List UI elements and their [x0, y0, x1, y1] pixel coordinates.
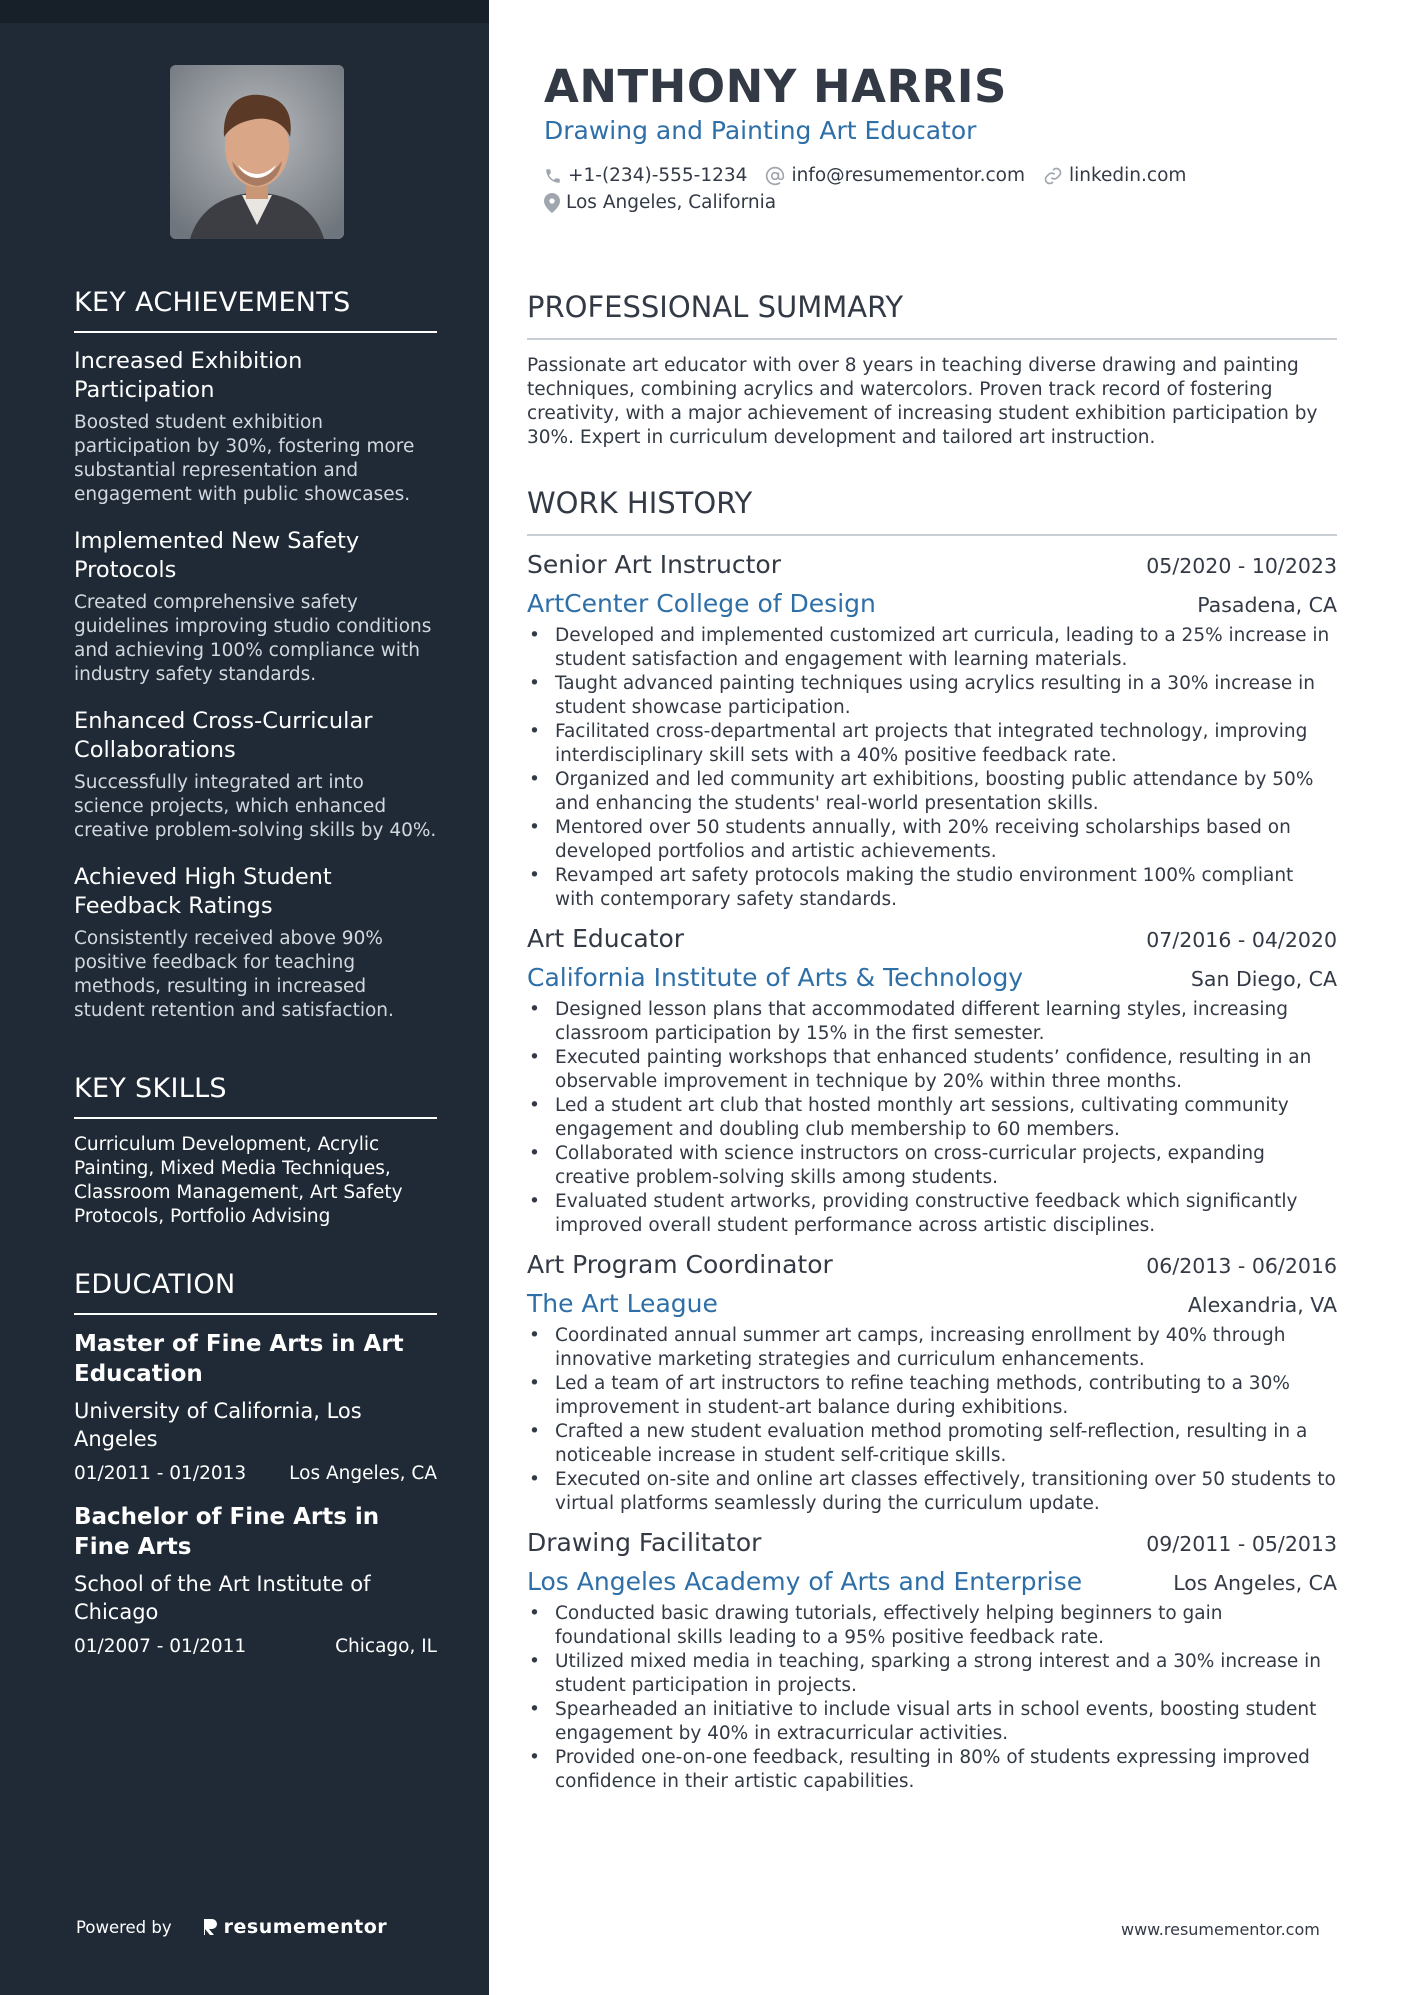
- phone-icon: [544, 167, 562, 185]
- job-location: Alexandria, VA: [1187, 1293, 1337, 1317]
- achievements-section: [74, 287, 437, 1043]
- brand-name: resumementor: [223, 1916, 388, 1938]
- education-degree: Master of Fine Arts in Art Education: [74, 1331, 404, 1387]
- achievement-desc: Boosted student exhibition participation by 30%, fostering more substantial representation and engagement with public showcases.: [74, 412, 415, 505]
- education-location: Los Angeles, CA: [289, 1463, 437, 1484]
- job-location: Los Angeles, CA: [1173, 1571, 1337, 1595]
- phone-text: +1-(234)-555-1234: [568, 165, 748, 186]
- achievement-desc: Consistently received above 90% positive feedback for teaching methods, resulting in increased student retention and satisfaction.: [74, 928, 394, 1021]
- sidebar: [0, 0, 489, 1995]
- job-entry: [527, 924, 1337, 1238]
- job-bullet: • Facilitated cross-departmental art projects that integrated technology, improving interdisciplinary skill sets with a 40% positive feedback rate.: [527, 720, 1337, 768]
- job-bullet: • Led a team of art instructors to refine teaching methods, contributing to a 30% improvement in student-art balance during exhibitions.: [527, 1372, 1337, 1420]
- job-company: California Institute of Arts & Technology: [527, 963, 1024, 992]
- powered-by-label: Powered by: [76, 1917, 172, 1937]
- job-bullet: • Developed and implemented customized art curricula, leading to a 25% increase in student satisfaction and engagement with learning materials.: [527, 624, 1337, 672]
- brand-logo[interactable]: [202, 1916, 388, 1938]
- contact-linkedin[interactable]: [1043, 165, 1186, 186]
- email-text: info@resumementor.com: [791, 165, 1025, 186]
- job-bullet: • Provided one-on-one feedback, resulting in 80% of students expressing improved confidence in their artistic capabilities.: [527, 1746, 1337, 1794]
- achievement-title: Enhanced Cross-Curricular Collaborations: [74, 708, 373, 763]
- education-heading: EDUCATION: [74, 1269, 437, 1315]
- education-school: University of California, Los Angeles: [74, 1399, 362, 1451]
- job-bullets: [527, 624, 1337, 912]
- education-degree: Bachelor of Fine Arts in Fine Arts: [74, 1504, 380, 1560]
- linkedin-text: linkedin.com: [1068, 165, 1187, 186]
- education-location: Chicago, IL: [335, 1636, 437, 1657]
- education-section: [74, 1269, 437, 1675]
- footer-url[interactable]: www.resumementor.com: [1121, 1920, 1320, 1939]
- contact-row: [544, 165, 1204, 186]
- sidebar-top-bar: [0, 0, 489, 23]
- job-dates: 07/2016 - 04/2020: [1146, 928, 1337, 952]
- achievement-title: Achieved High Student Feedback Ratings: [74, 864, 332, 919]
- contact-phone[interactable]: [544, 165, 747, 186]
- summary-heading: PROFESSIONAL SUMMARY: [527, 290, 1337, 340]
- powered-by: [76, 1916, 387, 1938]
- location-pin-icon: [544, 193, 560, 213]
- job-location: San Diego, CA: [1190, 967, 1337, 991]
- achievement-title: Implemented New Safety Protocols: [74, 528, 360, 583]
- achievement-desc: Successfully integrated art into science projects, which enhanced creative problem-solving skills by 40%.: [74, 772, 437, 841]
- achievements-heading: KEY ACHIEVEMENTS: [74, 287, 437, 333]
- job-bullet: • Taught advanced painting techniques using acrylics resulting in a 30% increase in student showcase participation.: [527, 672, 1337, 720]
- job-bullet: • Designed lesson plans that accommodated different learning styles, increasing classroom participation by 15% in the first semester.: [527, 998, 1337, 1046]
- contact-email[interactable]: [765, 165, 1025, 186]
- education-school: School of the Art Institute of Chicago: [74, 1572, 371, 1624]
- job-title: Art Educator: [527, 924, 685, 953]
- skills-section: [74, 1073, 437, 1229]
- achievement-title: Increased Exhibition Participation: [74, 348, 303, 403]
- job-bullet: • Evaluated student artworks, providing constructive feedback which significantly improved overall student performance across artistic disciplines.: [527, 1190, 1337, 1238]
- job-bullet: • Conducted basic drawing tutorials, effectively helping beginners to gain foundational skills leading to a 95% positive feedback rate.: [527, 1602, 1337, 1650]
- summary-text: Passionate art educator with over 8 years in teaching diverse drawing and painting techniques, combining acrylics and watercolors. Proven track record of fostering creativity, with a major achievement of increasing student exhibition participation by 30%. Expert in curriculum development and tailored art instruction.: [527, 355, 1318, 448]
- job-entry: [527, 550, 1337, 912]
- achievement-item: [74, 347, 437, 507]
- candidate-role: Drawing and Painting Art Educator: [544, 116, 977, 145]
- skills-heading: KEY SKILLS: [74, 1073, 437, 1119]
- job-bullet: • Organized and led community art exhibitions, boosting public attendance by 50% and enhancing the students' real-world presentation skills.: [527, 768, 1337, 816]
- work-heading: WORK HISTORY: [527, 486, 1337, 536]
- profile-photo: [170, 65, 344, 239]
- contact-location: [544, 192, 794, 213]
- skills-list: Curriculum Development, Acrylic Painting, Mixed Media Techniques, Classroom Management, Art Safety Protocols, Portfolio Advising: [74, 1134, 403, 1227]
- job-company: The Art League: [527, 1289, 718, 1318]
- job-dates: 06/2013 - 06/2016: [1146, 1254, 1337, 1278]
- achievement-item: [74, 707, 437, 843]
- education-dates: 01/2007 - 01/2011: [74, 1636, 247, 1657]
- job-bullets: [527, 998, 1337, 1238]
- job-bullet: • Collaborated with science instructors on cross-curricular projects, expanding creative problem-solving skills among students.: [527, 1142, 1337, 1190]
- education-dates: 01/2011 - 01/2013: [74, 1463, 247, 1484]
- job-bullet: • Mentored over 50 students annually, with 20% receiving scholarships based on developed portfolios and artistic achievements.: [527, 816, 1337, 864]
- job-bullet: • Spearheaded an initiative to include visual arts in school events, boosting student engagement by 40% in extracurricular activities.: [527, 1698, 1337, 1746]
- job-bullet: • Led a student art club that hosted monthly art sessions, cultivating community engagement and doubling club membership to 60 members.: [527, 1094, 1337, 1142]
- location-text: Los Angeles, California: [566, 192, 777, 213]
- job-dates: 05/2020 - 10/2023: [1146, 554, 1337, 578]
- job-bullet: • Coordinated annual summer art camps, increasing enrollment by 40% through innovative marketing strategies and curriculum enhancements.: [527, 1324, 1337, 1372]
- job-title: Drawing Facilitator: [527, 1528, 762, 1557]
- job-bullet: • Executed on-site and online art classes effectively, transitioning over 50 students to virtual platforms seamlessly during the curriculum update.: [527, 1468, 1337, 1516]
- summary-section: [527, 290, 1337, 450]
- work-section: [527, 486, 1337, 1806]
- job-bullet: • Crafted a new student evaluation method promoting self-reflection, resulting in a noticeable increase in student self-critique skills.: [527, 1420, 1337, 1468]
- job-company: ArtCenter College of Design: [527, 589, 876, 618]
- job-title: Art Program Coordinator: [527, 1250, 833, 1279]
- at-icon: [765, 166, 785, 186]
- job-entry: [527, 1528, 1337, 1794]
- education-item: [74, 1329, 437, 1484]
- job-dates: 09/2011 - 05/2013: [1146, 1532, 1337, 1556]
- job-bullet: • Revamped art safety protocols making the studio environment 100% compliant with contemporary safety standards.: [527, 864, 1337, 912]
- job-bullet: • Utilized mixed media in teaching, sparking a strong interest and a 30% increase in student participation in projects.: [527, 1650, 1337, 1698]
- achievement-desc: Created comprehensive safety guidelines improving studio conditions and achieving 100% compliance with industry safety standards.: [74, 592, 432, 685]
- candidate-name: ANTHONY HARRIS: [544, 60, 1007, 113]
- job-entry: [527, 1250, 1337, 1516]
- job-location: Pasadena, CA: [1197, 593, 1337, 617]
- job-bullets: [527, 1324, 1337, 1516]
- brand-mark-icon: [202, 1917, 218, 1937]
- job-bullet: • Executed painting workshops that enhanced students’ confidence, resulting in an observable improvement in technique by 20% within three months.: [527, 1046, 1337, 1094]
- achievement-item: [74, 863, 437, 1023]
- link-icon: [1043, 166, 1063, 186]
- job-company: Los Angeles Academy of Arts and Enterprise: [527, 1567, 1083, 1596]
- job-bullets: [527, 1602, 1337, 1794]
- education-item: [74, 1502, 437, 1657]
- achievement-item: [74, 527, 437, 687]
- job-title: Senior Art Instructor: [527, 550, 781, 579]
